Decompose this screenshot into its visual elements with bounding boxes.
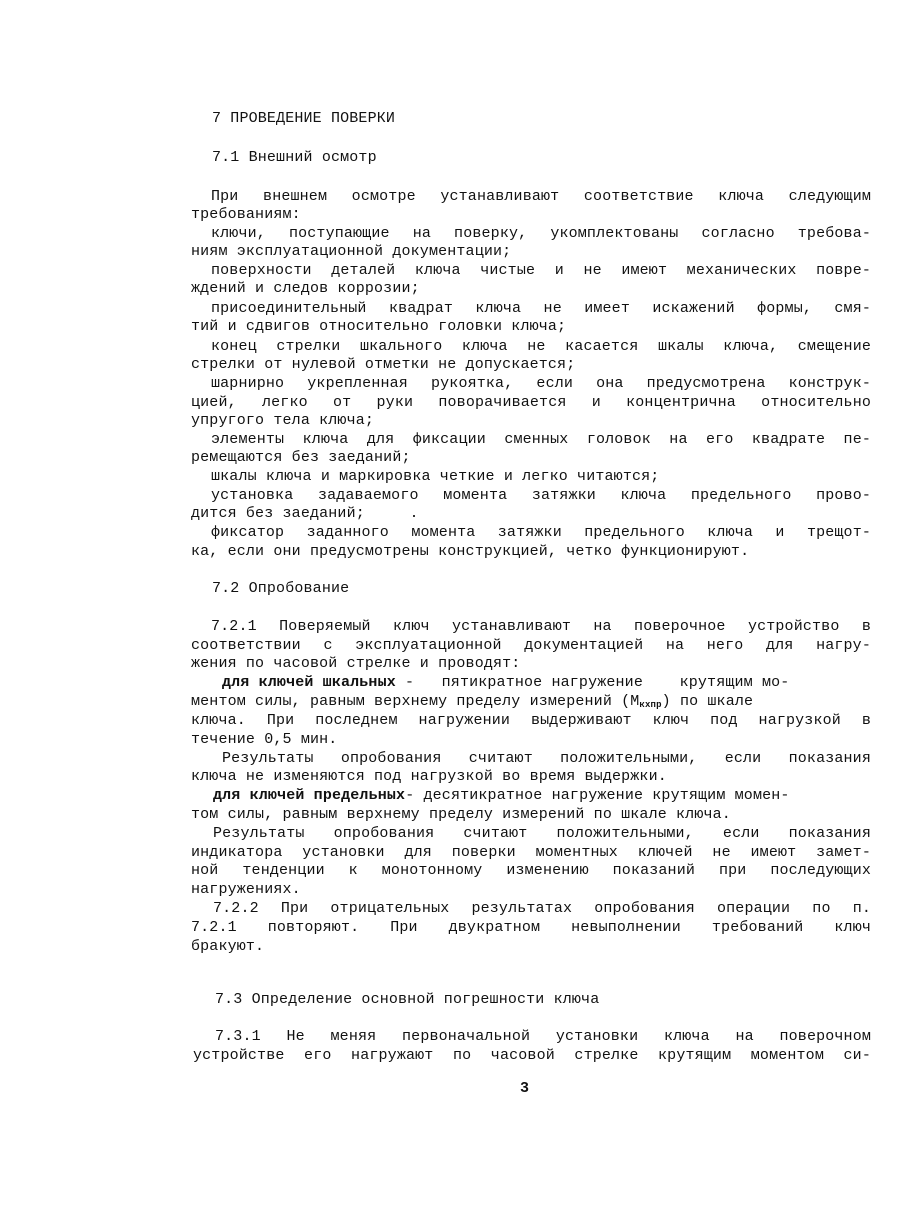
- text-line: 7.2.1 повторяют. При двукратном невыполнении требований ключ: [191, 919, 871, 936]
- text-line: элементы ключа для фиксации сменных головок на его квадрате пе-: [211, 431, 871, 448]
- text-line: шкалы ключа и маркировка четкие и легко читаются;: [211, 468, 660, 485]
- text-line: 7.3.1 Не меняя первоначальной установки ключа на поверочном: [215, 1028, 871, 1045]
- text-line: устройстве его нагружают по часовой стрелке крутящим моментом си-: [193, 1047, 871, 1064]
- text-line: соответствии с эксплуатационной документацией на него для нагру-: [191, 637, 871, 654]
- subsection-title-7-2: 7.2 Опробование: [212, 580, 350, 597]
- text-line: 7.2.2 При отрицательных результатах опробования операции по п.: [213, 900, 871, 917]
- text-line: дится без заеданий;: [191, 505, 365, 522]
- scale-keys-line-2: [191, 693, 871, 711]
- text-line: ка, если они предусмотрены конструкцией, четко функционируют.: [191, 543, 750, 560]
- text-line: том силы, равным верхнему пределу измерений по шкале ключа.: [191, 806, 731, 823]
- text-line: индикатора установки для поверки моментных ключей не имеют замет-: [191, 844, 871, 861]
- text-line: ремещаются без заеданий;: [191, 449, 411, 466]
- text-line: шарнирно укрепленная рукоятка, если она предусмотрена конструк-: [211, 375, 871, 392]
- text-line: упругого тела ключа;: [191, 412, 375, 429]
- limit-keys-label: для ключей предельных: [213, 787, 406, 804]
- scale-keys-text: - пятикратное нагружение крутящим мо-: [395, 674, 790, 691]
- subsection-title-7-3: 7.3 Определение основной погрешности ключа: [215, 991, 600, 1008]
- text-line: ключи, поступающие на поверку, укомплектованы согласно требова-: [211, 225, 871, 242]
- text-line: установка задаваемого момента затяжки ключа предельного прово-: [211, 487, 871, 504]
- subsection-title-7-1: 7.1 Внешний осмотр: [212, 149, 377, 166]
- page-number: 3: [520, 1080, 530, 1097]
- stray-dot: [413, 515, 415, 517]
- scale-keys-line: [222, 674, 871, 692]
- text-line: ключа не изменяются под нагрузкой во время выдержки.: [191, 768, 667, 785]
- text-line: конец стрелки шкального ключа не касается шкалы ключа, смещение: [211, 338, 871, 355]
- text-line: Результаты опробования считают положительными, если показания: [213, 825, 871, 842]
- limit-keys-line: [213, 787, 871, 805]
- text-line: нагружениях.: [191, 881, 301, 898]
- text-line: бракуют.: [191, 938, 265, 955]
- text-fragment: ) по шкале: [661, 693, 754, 710]
- text-line: При внешнем осмотре устанавливают соответствие ключа следующим: [211, 188, 871, 205]
- section-heading: 7 ПРОВЕДЕНИЕ ПОВЕРКИ: [212, 110, 396, 127]
- text-line: жения по часовой стрелке и проводят:: [191, 655, 521, 672]
- text-line: требованиям:: [191, 206, 301, 223]
- limit-keys-text: - десятикратное нагружение крутящим момен-: [405, 787, 790, 804]
- text-line: стрелки от нулевой отметки не допускается;: [191, 356, 576, 373]
- text-line: 7.2.1 Поверяемый ключ устанавливают на поверочное устройство в: [211, 618, 871, 635]
- text-line: поверхности деталей ключа чистые и не имеют механических повре-: [211, 262, 871, 279]
- text-fragment: ментом силы, равным верхнему пределу измерений (М: [191, 693, 640, 710]
- text-line: присоединительный квадрат ключа не имеет искажений формы, смя-: [211, 300, 871, 317]
- scale-keys-label: для ключей шкальных: [222, 674, 396, 691]
- text-line: ключа. При последнем нагружении выдерживают ключ под нагрузкой в: [191, 712, 871, 729]
- text-line: течение 0,5 мин.: [191, 731, 338, 748]
- text-line: цией, легко от руки поворачивается и концентрична относительно: [191, 394, 871, 411]
- text-line: Результаты опробования считают положительными, если показания: [222, 750, 871, 767]
- text-line: ждений и следов коррозии;: [191, 280, 420, 297]
- text-line: ниям эксплуатационной документации;: [191, 243, 512, 260]
- text-line: ной тенденции к монотонному изменению показаний при последующих: [191, 862, 871, 879]
- text-line: фиксатор заданного момента затяжки предельного ключа и трещот-: [211, 524, 871, 541]
- subscript: кхпр: [639, 700, 662, 710]
- text-line: тий и сдвигов относительно головки ключа;: [191, 318, 567, 335]
